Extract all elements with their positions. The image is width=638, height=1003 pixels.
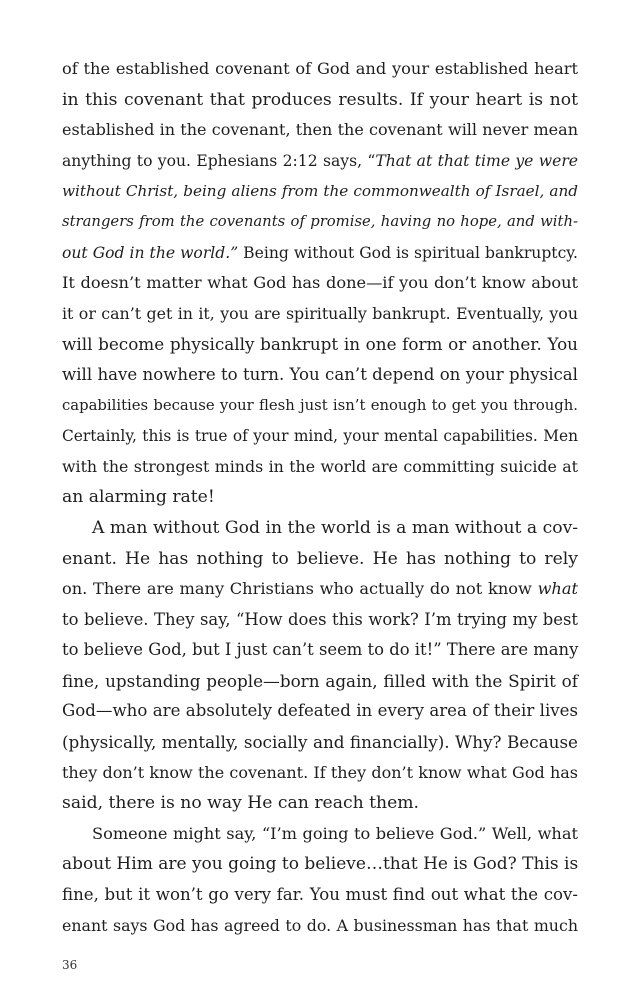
- text-line: [62, 207, 578, 238]
- text-line: [62, 238, 578, 269]
- text-line: in this covenant that produces results. If your heart is not: [62, 89, 578, 110]
- text-line: Certainly, this is true of your mind, your mental capabilities. Men: [62, 427, 578, 446]
- text-line: of the established covenant of God and your established heart: [62, 59, 578, 78]
- text-line: [62, 574, 578, 605]
- text-line: an alarming rate!: [62, 487, 215, 508]
- text-line: fine, upstanding people—born again, filled with the Spirit of: [62, 670, 578, 691]
- text-line: capabilities because your flesh just isn’t enough to get you through.: [62, 396, 578, 414]
- text-line: to believe. They say, “How does this work? I’m trying my best: [62, 609, 578, 629]
- text-run: on. There are many Christians who actually do not know: [62, 579, 538, 599]
- text-line: established in the covenant, then the covenant will never mean: [62, 120, 578, 140]
- text-line: with the strongest minds in the world are committing suicide at: [62, 456, 578, 476]
- text-line: fine, but it won’t go very far. You must find out what the cov-: [62, 885, 578, 905]
- text-line: Someone might say, “I’m going to believe God.” Well, what: [92, 823, 578, 843]
- emphasis-word: what: [537, 579, 578, 599]
- text-line: they don’t know the covenant. If they don’t know what God has: [62, 762, 578, 782]
- text-line: about Him are you going to believe…that He is God? This is: [62, 854, 579, 875]
- text-line: will have nowhere to turn. You can’t depend on your physical: [62, 364, 578, 384]
- text-line: It doesn’t matter what God has done—if you don’t know about: [62, 273, 578, 293]
- text-line: will become physically bankrupt in one form or another. You: [62, 334, 578, 355]
- text-line: (physically, mentally, socially and financially). Why? Because: [62, 732, 578, 753]
- text-line: enant says God has agreed to do. A businessman has that much: [62, 915, 578, 935]
- scripture-quote: strangers from the covenants of promise, having no hope, and with-: [62, 212, 578, 230]
- text-line: it or can’t get in it, you are spiritually bankrupt. Eventually, you: [62, 303, 578, 323]
- text-line: God—who are absolutely defeated in every area of their lives: [62, 701, 578, 721]
- text-line: A man without God in the world is a man without a cov-: [92, 517, 579, 538]
- scripture-quote: That at that time ye were: [375, 151, 579, 170]
- text-line: said, there is no way He can reach them.: [62, 793, 420, 814]
- text-line: [62, 146, 578, 177]
- text-line: to believe God, but I just can’t seem to do it!” There are many: [62, 640, 579, 660]
- scripture-quote: out God in the world.”: [62, 243, 239, 262]
- text-run: Being without God is spiritual bankruptcy.: [238, 243, 578, 262]
- page-number: 36: [62, 958, 78, 972]
- text-line: [62, 176, 578, 207]
- scripture-quote: without Christ, being aliens from the commonwealth of Israel, and: [62, 182, 578, 201]
- text-run: anything to you. Ephesians 2:12 says, “: [62, 151, 376, 170]
- page-body: [62, 54, 578, 941]
- text-line: enant. He has nothing to believe. He has nothing to rely: [62, 548, 578, 569]
